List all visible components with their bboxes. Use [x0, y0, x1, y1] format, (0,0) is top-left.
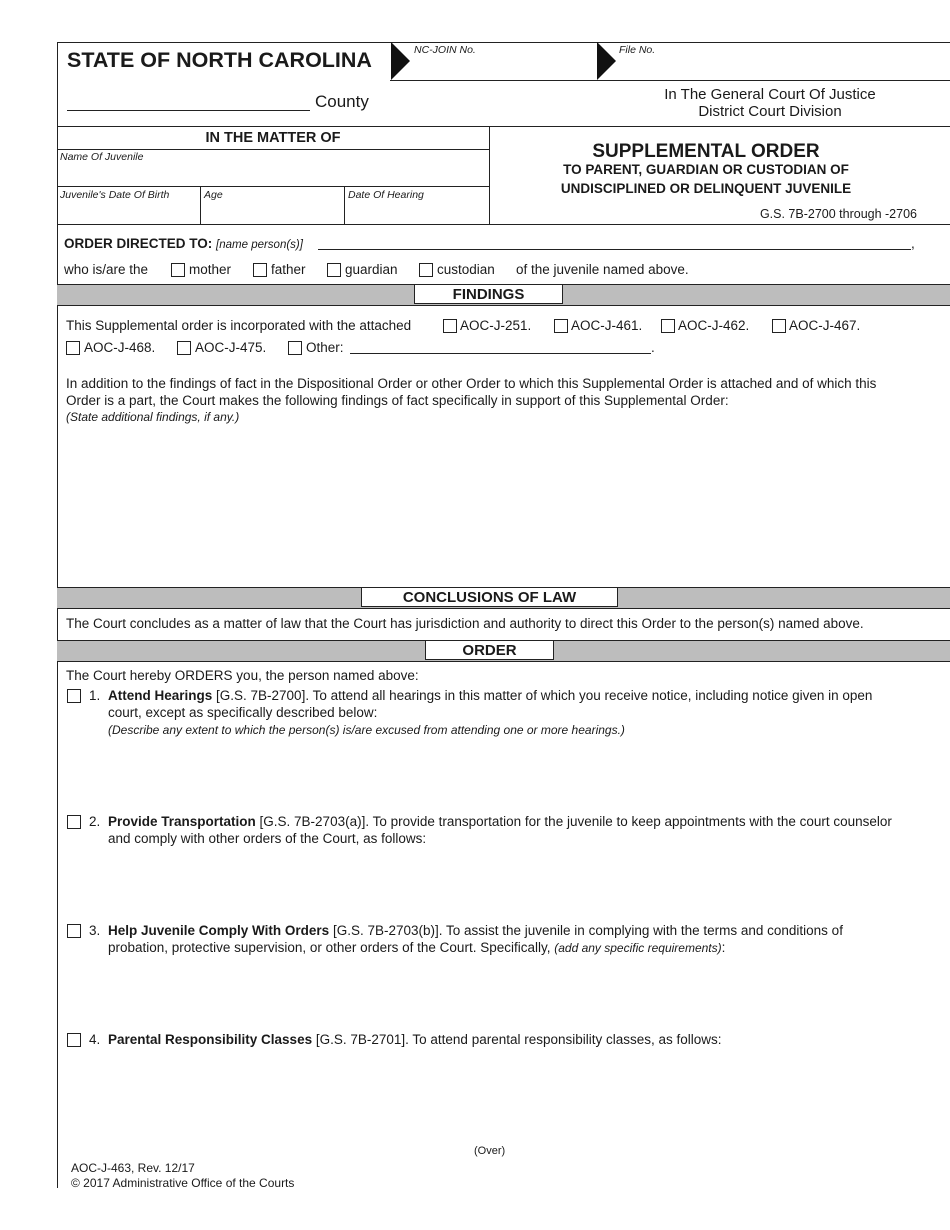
additional-findings-hint: (State additional findings, if any.): [66, 410, 240, 424]
item-3-line2-end: :: [721, 940, 726, 955]
directed-comma: ,: [911, 236, 915, 251]
help-comply-checkbox[interactable]: [67, 924, 81, 938]
other-label: Other:: [306, 340, 344, 355]
state-title: STATE OF NORTH CAROLINA: [67, 48, 372, 72]
matter-title: IN THE MATTER OF: [205, 130, 341, 146]
guardian-label: guardian: [345, 262, 398, 277]
aoc-j-461-label: AOC-J-461.: [571, 318, 643, 333]
item-2-line1: [108, 814, 892, 829]
item-4-text: [G.S. 7B-2701]. To attend parental responsibility classes, as follows:: [312, 1032, 722, 1047]
item-1-heading: Attend Hearings: [108, 688, 213, 703]
item-3-line2-hint: (add any specific requirements): [554, 941, 722, 955]
county-label: County: [315, 92, 369, 111]
item-2-line2: and comply with other orders of the Court, as follows:: [108, 831, 427, 846]
incorporated-text: This Supplemental order is incorporated with the attached: [66, 318, 412, 333]
item-1-hint: (Describe any extent to which the person(s) is/are excused from attending one or more hearings.): [108, 723, 625, 737]
dob-divider: [200, 186, 201, 224]
parental-classes-checkbox[interactable]: [67, 1033, 81, 1047]
guardian-checkbox[interactable]: [327, 263, 341, 277]
juvenile-name-label: Name Of Juvenile: [60, 151, 144, 163]
matter-bottom-rule: [57, 224, 950, 225]
item-2-heading: Provide Transportation: [108, 814, 256, 829]
aoc-j-475-checkbox[interactable]: [177, 341, 191, 355]
custodian-label: custodian: [437, 262, 495, 277]
aoc-j-468-checkbox[interactable]: [66, 341, 80, 355]
father-checkbox[interactable]: [253, 263, 267, 277]
who-label: who is/are the: [64, 262, 149, 277]
item-3-text: [G.S. 7B-2703(b)]. To assist the juvenile in complying with the terms and conditions of: [329, 923, 843, 938]
item-3-line1: [108, 923, 843, 938]
form-subtitle-2: UNDISCIPLINED OR DELINQUENT JUVENILE: [560, 181, 852, 196]
file-no-arrow-icon: [597, 42, 616, 80]
aoc-j-475-label: AOC-J-475.: [195, 340, 267, 355]
findings-band: [57, 284, 950, 306]
order-intro: The Court hereby ORDERS you, the person named above:: [66, 668, 419, 683]
item-4-number: 4.: [89, 1032, 101, 1047]
aoc-j-462-checkbox[interactable]: [661, 319, 675, 333]
header-top-rule: [57, 42, 950, 43]
file-no-label: File No.: [619, 44, 656, 56]
attend-hearings-checkbox[interactable]: [67, 689, 81, 703]
aoc-j-462-label: AOC-J-462.: [678, 318, 750, 333]
other-period: .: [651, 340, 655, 355]
directed-label: ORDER DIRECTED TO:: [64, 236, 213, 251]
court-line-1: In The General Court Of Justice: [664, 86, 876, 103]
hearing-date-label: Date Of Hearing: [348, 189, 424, 201]
aoc-j-461-checkbox[interactable]: [554, 319, 568, 333]
directed-label-group: [64, 236, 303, 251]
item-2-number: 2.: [89, 814, 101, 829]
findings-paragraph-2: Order is a part, the Court makes the following findings of fact specifically in support of this Supplemental Order:: [66, 393, 729, 408]
custodian-checkbox[interactable]: [419, 263, 433, 277]
item-3-heading: Help Juvenile Comply With Orders: [108, 923, 330, 938]
nc-join-label: NC-JOIN No.: [414, 44, 476, 56]
matter-mid-rule: [57, 186, 489, 187]
item-4-heading: Parental Responsibility Classes: [108, 1032, 313, 1047]
court-line-2: District Court Division: [698, 103, 842, 120]
item-1-line1: [108, 688, 872, 703]
dob-label: Juvenile's Date Of Birth: [60, 189, 170, 201]
other-checkbox[interactable]: [288, 341, 302, 355]
directed-hint: [name person(s)]: [216, 239, 303, 251]
age-divider: [344, 186, 345, 224]
who-suffix: of the juvenile named above.: [516, 262, 689, 277]
nc-join-arrow-icon: [391, 42, 410, 80]
item-2-text: [G.S. 7B-2703(a)]. To provide transportation for the juvenile to keep appointments with the court counselor: [255, 814, 892, 829]
age-label: Age: [204, 189, 223, 201]
mother-checkbox[interactable]: [171, 263, 185, 277]
item-1-number: 1.: [89, 688, 101, 703]
provide-transportation-checkbox[interactable]: [67, 815, 81, 829]
order-band: [57, 640, 950, 662]
aoc-j-251-label: AOC-J-251.: [460, 318, 532, 333]
juvenile-name-field[interactable]: [58, 150, 488, 186]
item-3-line2: [108, 940, 725, 955]
additional-findings-area[interactable]: [64, 428, 924, 583]
item-1-line2: court, except as specifically described below:: [108, 705, 378, 720]
form-main-title: SUPPLEMENTAL ORDER: [592, 141, 820, 162]
header-mid-rule: [390, 80, 950, 81]
conclusions-text: The Court concludes as a matter of law that the Court has jurisdiction and authority to direct this Order to the person(s) named above.: [66, 616, 864, 631]
copyright: © 2017 Administrative Office of the Courts: [71, 1176, 295, 1190]
order-title: ORDER: [425, 640, 554, 660]
statute-reference: G.S. 7B-2700 through -2706: [759, 207, 917, 221]
findings-paragraph-1: In addition to the findings of fact in the Dispositional Order or other Order to which this Supplemental Order is attached and of which this: [66, 376, 877, 391]
aoc-j-467-checkbox[interactable]: [772, 319, 786, 333]
form-number: AOC-J-463, Rev. 12/17: [71, 1161, 195, 1175]
left-border: [57, 42, 58, 1188]
over-note: (Over): [474, 1145, 506, 1157]
aoc-j-468-label: AOC-J-468.: [84, 340, 156, 355]
conclusions-band: [57, 587, 950, 609]
item-4-line1: [108, 1032, 722, 1047]
aoc-j-467-label: AOC-J-467.: [789, 318, 861, 333]
other-field[interactable]: [350, 353, 651, 354]
item-3-line2-text: probation, protective supervision, or other orders of the Court. Specifically,: [108, 940, 555, 955]
header-bottom-rule: [57, 126, 950, 127]
county-field[interactable]: [67, 110, 310, 111]
form-subtitle-1: TO PARENT, GUARDIAN OR CUSTODIAN OF: [563, 162, 849, 177]
father-label: father: [271, 262, 306, 277]
findings-title: FINDINGS: [414, 284, 563, 304]
conclusions-title: CONCLUSIONS OF LAW: [361, 587, 618, 607]
item-3-number: 3.: [89, 923, 101, 938]
directed-name-field[interactable]: [318, 249, 911, 250]
item-1-text: [G.S. 7B-2700]. To attend all hearings in this matter of which you receive notice, including notice given in open: [212, 688, 873, 703]
mother-label: mother: [189, 262, 232, 277]
aoc-j-251-checkbox[interactable]: [443, 319, 457, 333]
